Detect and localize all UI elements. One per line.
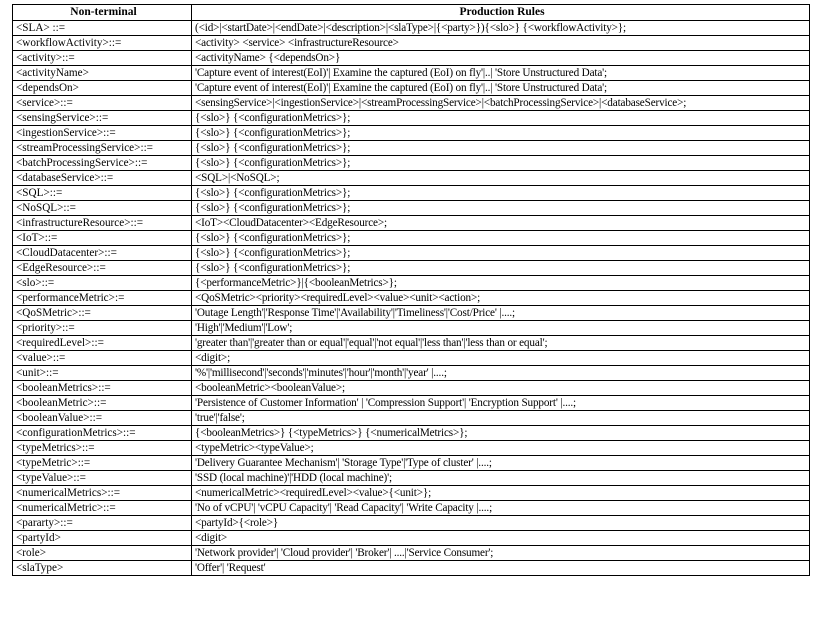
production-rule-cell: 'High'|'Medium'|'Low'; (192, 321, 810, 336)
non-terminal-cell: <priority>::= (13, 321, 192, 336)
table-row (13, 66, 810, 81)
non-terminal-cell: <CloudDatacenter>::= (13, 246, 192, 261)
non-terminal-cell: <typeMetric>::= (13, 456, 192, 471)
table-row (13, 426, 810, 441)
table-row (13, 336, 810, 351)
table-row (13, 456, 810, 471)
production-rule-cell: 'Delivery Guarantee Mechanism'| 'Storage Type'|'Type of cluster' |....; (192, 456, 810, 471)
non-terminal-cell: <role> (13, 546, 192, 561)
non-terminal-cell: <activityName> (13, 66, 192, 81)
non-terminal-cell: <QoSMetric>::= (13, 306, 192, 321)
header-non-terminal: Non-terminal (13, 5, 192, 21)
header-production-rules: Production Rules (192, 5, 810, 21)
table-row (13, 231, 810, 246)
non-terminal-cell: <booleanMetrics>::= (13, 381, 192, 396)
production-rule-cell: 'Outage Length'|'Response Time'|'Availability'|'Timeliness'|'Cost/Price' |....; (192, 306, 810, 321)
production-rule-cell: 'greater than'|'greater than or equal'|'equal'|'not equal'|'less than'|'less than or equal'; (192, 336, 810, 351)
non-terminal-cell: <performanceMetric>:= (13, 291, 192, 306)
non-terminal-cell: <value>::= (13, 351, 192, 366)
non-terminal-cell: <NoSQL>::= (13, 201, 192, 216)
header-row (13, 5, 810, 21)
table-row (13, 546, 810, 561)
non-terminal-cell: <streamProcessingService>::= (13, 141, 192, 156)
production-rule-cell: 'Capture event of interest(EoI)'| Examine the captured (EoI) on fly'|..| 'Store Unstructured Data'; (192, 66, 810, 81)
table-row (13, 516, 810, 531)
table-row (13, 36, 810, 51)
production-rule-cell: <QoSMetric><priority><requiredLevel><value><unit><action>; (192, 291, 810, 306)
non-terminal-cell: <batchProcessingService>::= (13, 156, 192, 171)
non-terminal-cell: <service>::= (13, 96, 192, 111)
table-row (13, 51, 810, 66)
production-rule-cell: <digit>; (192, 351, 810, 366)
non-terminal-cell: <slo>::= (13, 276, 192, 291)
production-rule-cell: <sensingService>|<ingestionService>|<streamProcessingService>|<batchProcessingService>|<databaseService>; (192, 96, 810, 111)
table-row (13, 531, 810, 546)
non-terminal-cell: <ingestionService>::= (13, 126, 192, 141)
table-row (13, 246, 810, 261)
production-rule-cell: '%'|'millisecond'|'seconds'|'minutes'|'hour'|'month'|'year' |....; (192, 366, 810, 381)
non-terminal-cell: <booleanValue>::= (13, 411, 192, 426)
table-row (13, 441, 810, 456)
production-rule-cell: <booleanMetric><booleanValue>; (192, 381, 810, 396)
non-terminal-cell: <databaseService>::= (13, 171, 192, 186)
grammar-table (12, 4, 810, 576)
table-row (13, 21, 810, 36)
table-row (13, 156, 810, 171)
production-rule-cell: <SQL>|<NoSQL>; (192, 171, 810, 186)
non-terminal-cell: <slaType> (13, 561, 192, 576)
production-rule-cell: {<slo>} {<configurationMetrics>}; (192, 156, 810, 171)
production-rule-cell: 'true'|'false'; (192, 411, 810, 426)
table-row (13, 381, 810, 396)
production-rule-cell: 'Persistence of Customer Information' | 'Compression Support'| 'Encryption Support' |....; (192, 396, 810, 411)
production-rule-cell: {<slo>} {<configurationMetrics>}; (192, 261, 810, 276)
production-rule-cell: <activity> <service> <infrastructureResource> (192, 36, 810, 51)
table-row (13, 306, 810, 321)
non-terminal-cell: <sensingService>::= (13, 111, 192, 126)
production-rule-cell: {<booleanMetrics>} {<typeMetrics>} {<numericalMetrics>}; (192, 426, 810, 441)
table-row (13, 276, 810, 291)
table-row (13, 366, 810, 381)
production-rule-cell: (<id>|<startDate>|<endDate>|<description>|<slaType>|{<party>}){<slo>} {<workflowActivity>}; (192, 21, 810, 36)
production-rule-cell: {<slo>} {<configurationMetrics>}; (192, 246, 810, 261)
non-terminal-cell: <SQL>::= (13, 186, 192, 201)
non-terminal-cell: <EdgeResource>::= (13, 261, 192, 276)
table-row (13, 261, 810, 276)
production-rule-cell: {<performanceMetric>}|{<booleanMetrics>}; (192, 276, 810, 291)
table-row (13, 186, 810, 201)
production-rule-cell: <numericalMetric><requiredLevel><value>{<unit>}; (192, 486, 810, 501)
table-row (13, 171, 810, 186)
production-rule-cell: 'SSD (local machine)'|'HDD (local machine)'; (192, 471, 810, 486)
table-row (13, 141, 810, 156)
non-terminal-cell: <booleanMetric>::= (13, 396, 192, 411)
production-rule-cell: <digit> (192, 531, 810, 546)
non-terminal-cell: <IoT>::= (13, 231, 192, 246)
production-rule-cell: {<slo>} {<configurationMetrics>}; (192, 126, 810, 141)
non-terminal-cell: <pararty>::= (13, 516, 192, 531)
production-rule-cell: 'Network provider'| 'Cloud provider'| 'Broker'| ....|'Service Consumer'; (192, 546, 810, 561)
table-row (13, 126, 810, 141)
production-rule-cell: <typeMetric><typeValue>; (192, 441, 810, 456)
table-row (13, 471, 810, 486)
production-rule-cell: {<slo>} {<configurationMetrics>}; (192, 186, 810, 201)
non-terminal-cell: <unit>::= (13, 366, 192, 381)
table-row (13, 81, 810, 96)
table-row (13, 201, 810, 216)
table-row (13, 111, 810, 126)
production-rule-cell: {<slo>} {<configurationMetrics>}; (192, 201, 810, 216)
production-rule-cell: <IoT><CloudDatacenter><EdgeResource>; (192, 216, 810, 231)
non-terminal-cell: <requiredLevel>::= (13, 336, 192, 351)
table-row (13, 396, 810, 411)
table-row (13, 216, 810, 231)
table-row (13, 351, 810, 366)
non-terminal-cell: <configurationMetrics>::= (13, 426, 192, 441)
non-terminal-cell: <numericalMetrics>::= (13, 486, 192, 501)
table-row (13, 486, 810, 501)
production-rule-cell: <partyId>{<role>} (192, 516, 810, 531)
non-terminal-cell: <activity>::= (13, 51, 192, 66)
non-terminal-cell: <SLA> ::= (13, 21, 192, 36)
table-row (13, 501, 810, 516)
non-terminal-cell: <typeValue>::= (13, 471, 192, 486)
production-rule-cell: {<slo>} {<configurationMetrics>}; (192, 111, 810, 126)
production-rule-cell: {<slo>} {<configurationMetrics>}; (192, 141, 810, 156)
grammar-body (13, 21, 810, 576)
non-terminal-cell: <typeMetrics>::= (13, 441, 192, 456)
production-rule-cell: 'Capture event of interest(EoI)'| Examine the captured (EoI) on fly'|..| 'Store Unstructured Data'; (192, 81, 810, 96)
non-terminal-cell: <partyId> (13, 531, 192, 546)
non-terminal-cell: <numericalMetric>::= (13, 501, 192, 516)
table-row (13, 96, 810, 111)
non-terminal-cell: <dependsOn> (13, 81, 192, 96)
table-row (13, 561, 810, 576)
production-rule-cell: 'No of vCPU'| 'vCPU Capacity'| 'Read Capacity'| 'Write Capacity |....; (192, 501, 810, 516)
table-row (13, 411, 810, 426)
non-terminal-cell: <infrastructureResource>::= (13, 216, 192, 231)
table-row (13, 291, 810, 306)
production-rule-cell: {<slo>} {<configurationMetrics>}; (192, 231, 810, 246)
production-rule-cell: 'Offer'| 'Request' (192, 561, 810, 576)
table-row (13, 321, 810, 336)
non-terminal-cell: <workflowActivity>::= (13, 36, 192, 51)
production-rule-cell: <activityName> {<dependsOn>} (192, 51, 810, 66)
